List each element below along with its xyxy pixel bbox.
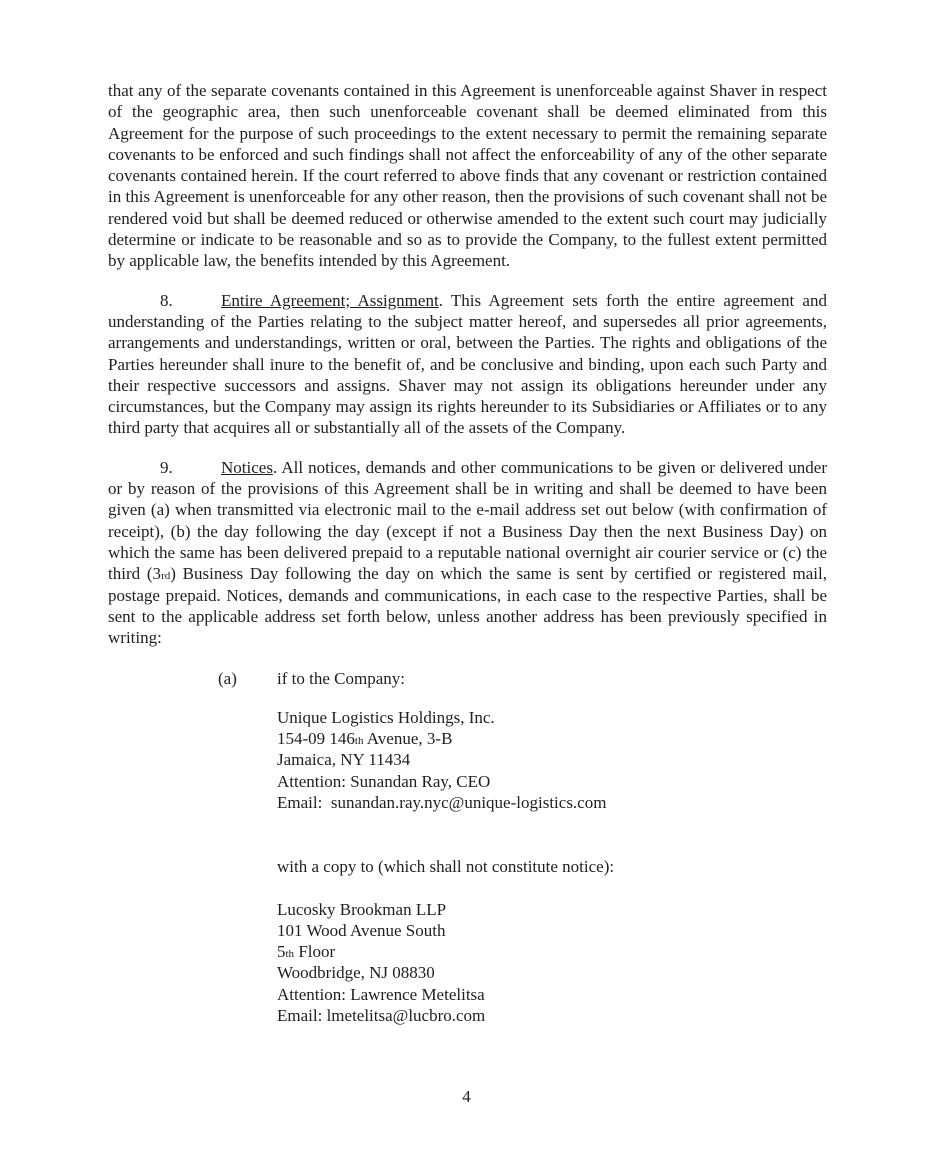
section-9-body-pre: All notices, demands and other communications to be given or delivered under or by reason of the provisions of this Agreement shall be in writing and shall be deemed to have been given (a) when transmitted via electronic mail to the e-mail address set out below (with confirmation of receipt), (b) the day following the day (except if not a Business Day then the next Business Day) on which the same has been delivered prepaid to a reputable national overnight air courier service or (c) the third (3 (108, 457, 827, 584)
notice-item-a (108, 668, 827, 689)
company-street-pre: 154-09 146 (277, 729, 355, 749)
section-8-heading-period: . (438, 290, 443, 310)
company-street-post: Avenue, 3-B (363, 729, 453, 749)
section-8-number: 8. (160, 290, 173, 310)
law-firm-attention-line: Attention: Lawrence Metelitsa (277, 984, 485, 1004)
section-8-entire-agreement (108, 290, 827, 439)
section-9-notices (108, 457, 827, 649)
company-name-line: Unique Logistics Holdings, Inc. (277, 707, 495, 727)
company-attention-line: Attention: Sunandan Ray, CEO (277, 771, 491, 791)
section-8-heading: Entire Agreement; Assignment (221, 290, 439, 310)
law-firm-floor-line (277, 941, 827, 962)
copy-notice-line: with a copy to (which shall not constitute notice): (277, 857, 615, 877)
company-street-ordinal: th (354, 735, 364, 748)
law-firm-city-line: Woodbridge, NJ 08830 (277, 963, 435, 983)
paragraph-severability-continuation: that any of the separate covenants contained in this Agreement is unenforceable against Shaver in respect of the geographic area, then such unenforceable covenant shall be deemed eliminated from this Agreement for the purpose of such proceedings to the extent necessary to permit the remaining separate covenants to be enforced and such findings shall not affect the enforceability of any of the other separate covenants contained herein. If the court referred to above finds that any covenant or restriction contained in this Agreement is unenforceable for any other reason, then the provisions of such covenant shall not be rendered void but shall be deemed reduced or otherwise amended to the extent such court may judicially determine or indicate to be reasonable and so as to provide the Company, to the fullest extent permitted by applicable law, the benefits intended by this Agreement. (108, 81, 827, 271)
company-street-line (277, 728, 827, 749)
law-firm-floor-post: Floor (294, 942, 336, 962)
section-8-body: This Agreement sets forth the entire agreement and understanding of the Parties relating to the subject matter hereof, and supersedes all prior agreements, arrangements and understandings, written or oral, between the Parties. The rights and obligations of the Parties hereunder shall inure to the benefit of, and be conclusive and binding, upon each such Party and their respective successors and assigns. Shaver may not assign its obligations hereunder under any circumstances, but the Company may assign its rights hereunder to its Subsidiaries or Affiliates or to any third party that acquires all or substantially all of the assets of the Company. (108, 290, 827, 438)
company-email-line: Email: sunandan.ray.nyc@unique-logistics.com (277, 792, 607, 812)
document-body (108, 80, 827, 1026)
law-firm-email-line: Email: lmetelitsa@lucbro.com (277, 1005, 486, 1025)
section-9-ordinal: rd (161, 570, 171, 583)
section-9-body-post: ) Business Day following the day on which the same is sent by certified or registered mail, postage prepaid. Notices, demands and communications, in each case to the respective Parties, shall be sent to the applicable address set forth below, unless another address has been previously specified in writing: (108, 564, 827, 648)
company-city-line: Jamaica, NY 11434 (277, 750, 411, 770)
company-address-block (277, 707, 827, 813)
law-firm-floor-pre: 5 (277, 942, 286, 962)
law-firm-name-line: Lucosky Brookman LLP (277, 899, 447, 919)
law-firm-address-block (277, 899, 827, 1027)
section-9-heading: Notices (221, 457, 273, 477)
law-firm-street-line: 101 Wood Avenue South (277, 920, 446, 940)
section-9-number: 9. (160, 457, 173, 477)
notice-item-a-label: (a) (218, 669, 237, 689)
notice-item-a-text: if to the Company: (277, 669, 405, 689)
page-number: 4 (462, 1087, 471, 1106)
section-9-heading-period: . (272, 457, 278, 477)
law-firm-floor-ordinal: th (285, 948, 295, 961)
